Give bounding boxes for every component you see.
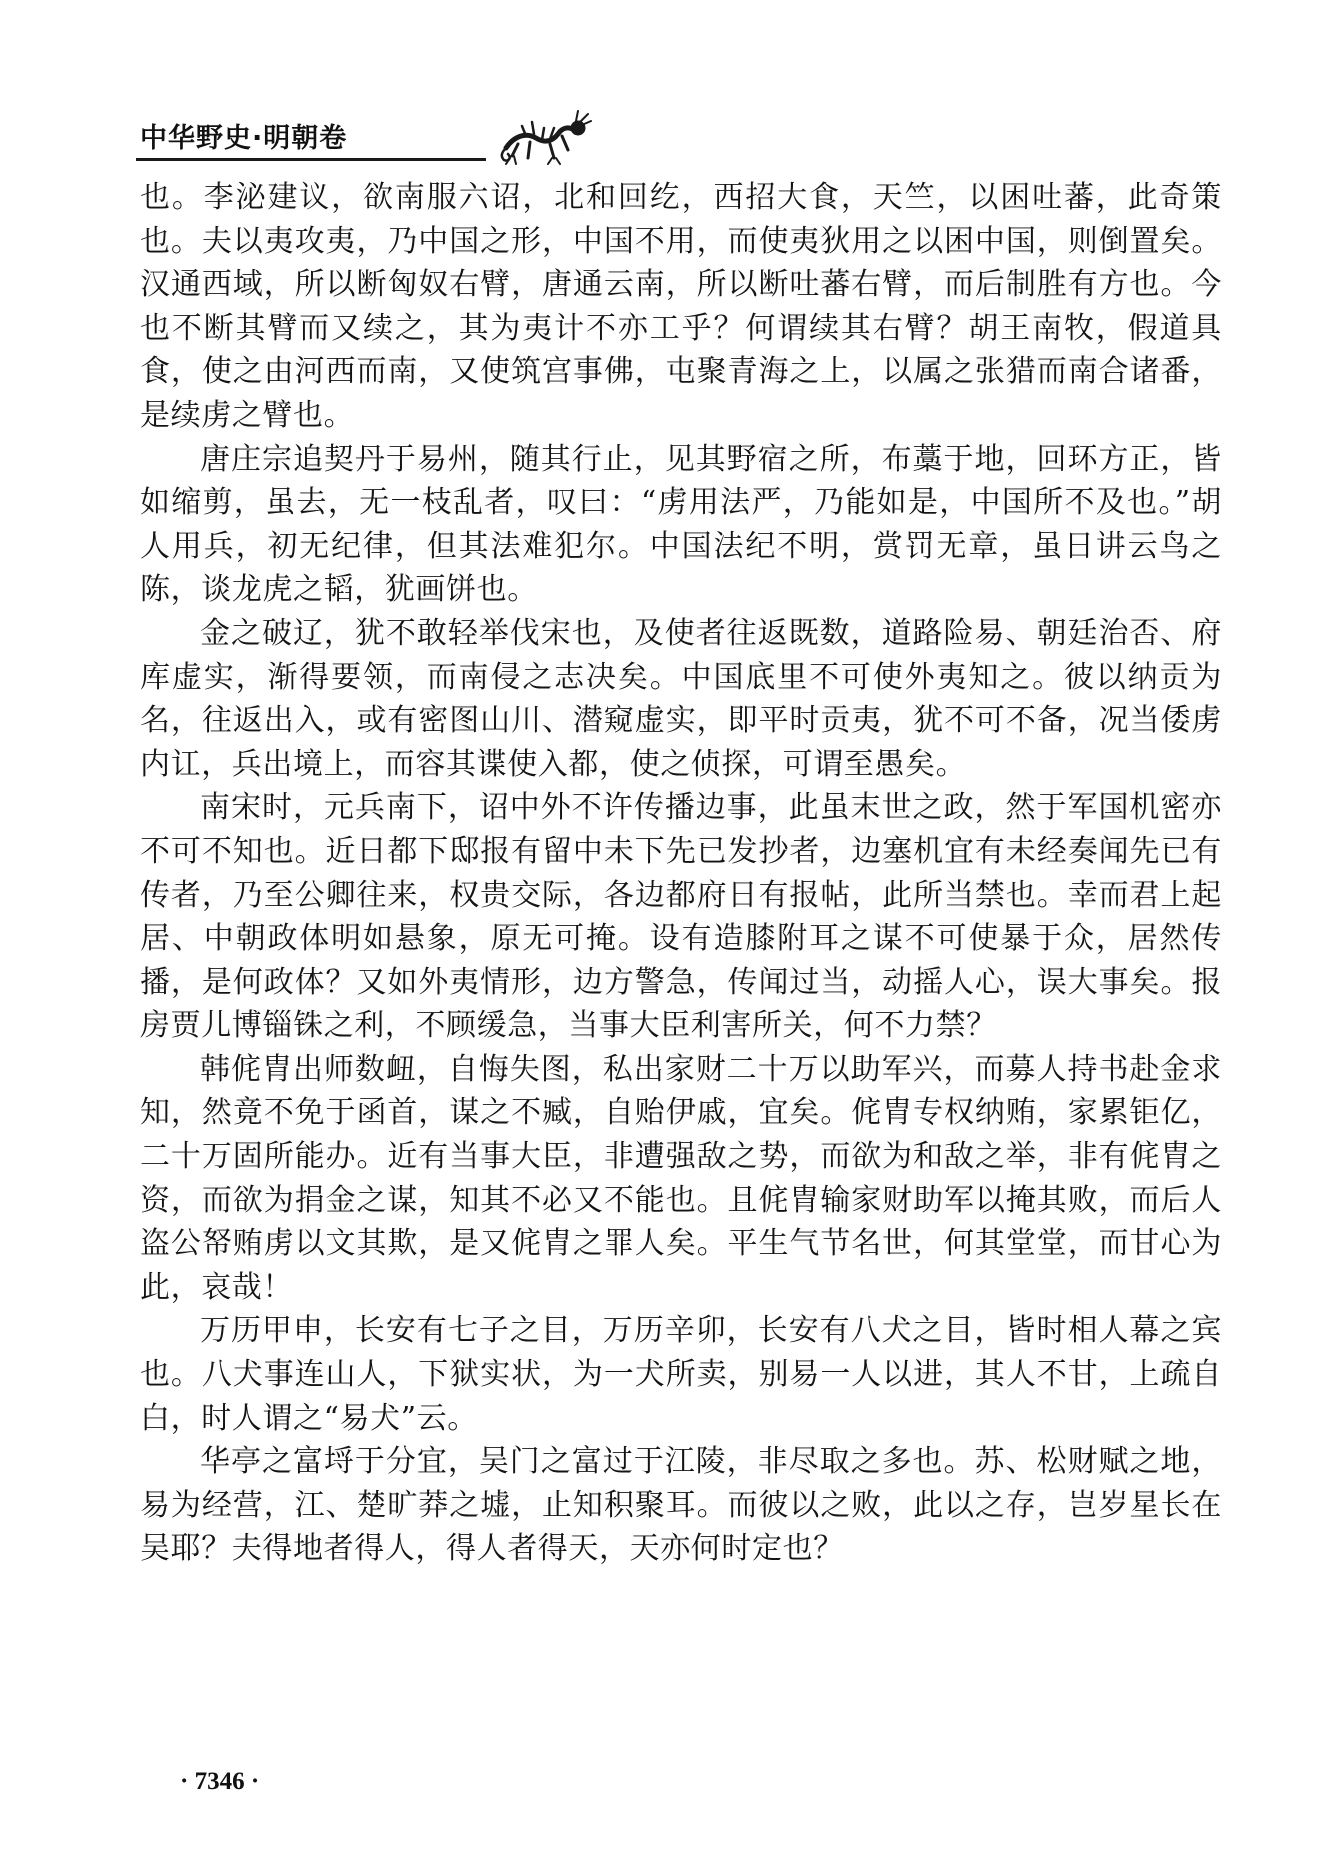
paragraph: 南宋时，元兵南下，诏中外不许传播边事，此虽末世之政，然于军国机密亦不可不知也。近日都下邸报有留中未下先已发抄者，边塞机宜有未经奏闻先已有传者，乃至公卿往来，权贵交际，各边都府日有报帖，此所当禁也。幸而君上起居、中朝政体明如悬象，原无可掩。设有造膝附耳之谋不可使暴于众，居然传播，是何政体？又如外夷情形，边方警急，传闻过当，动摇人心，误大事矣。报房贾儿博锱铢之利，不顾缓急，当事大臣利害所关，何不力禁？ xyxy=(140,790,1222,1044)
article-body xyxy=(140,176,1222,1571)
paragraph: 万历甲申，长安有七子之目，万历辛卯，长安有八犬之目，皆时相人幕之宾也。八犬事连山人，下狱实状，为一犬所卖，别易一人以进，其人不甘，上疏自白，时人谓之“易犬”云。 xyxy=(140,1313,1222,1436)
page-number: · 7346 · xyxy=(180,1768,260,1795)
book-title: 中华野史·明朝卷 xyxy=(140,123,348,154)
paragraph-continued: 也。李泌建议，欲南服六诏，北和回纥，西招大食，天竺，以困吐蕃，此奇策也。夫以夷攻夷，乃中国之形，中国不用，而使夷狄用之以困中国，则倒置矣。汉通西域，所以断匈奴右臂，唐通云南，所以断吐蕃右臂，而后制胜有方也。今也不断其臂而又续之，其为夷计不亦工乎？何谓续其右臂？胡王南牧，假道具食，使之由河西而南，又使筑宫事佛，屯聚青海之上，以属之张猎而南合诸番，是续虏之臂也。 xyxy=(140,180,1222,433)
paragraph: 华亭之富埒于分宜，吴门之富过于江陵，非尽取之多也。苏、松财赋之地，易为经营，江、楚旷莽之墟，止知积聚耳。而彼以之败，此以之存，岂岁星长在吴耶？夫得地者得人，得人者得天，天亦何时定也？ xyxy=(140,1444,1222,1567)
paragraph: 金之破辽，犹不敢轻举伐宋也，及使者往返既数，道路险易、朝廷治否、府库虚实，渐得要领，而南侵之志决矣。中国底里不可使外夷知之。彼以纳贡为名，往返出入，或有密图山川、潜窥虚实，即平时贡夷，犹不可不备，况当倭虏内讧，兵出境上，而容其谍使入都，使之侦探，可谓至愚矣。 xyxy=(140,615,1222,782)
paragraph: 韩侂胄出师数衄，自悔失图，私出家财二十万以助军兴，而募人持书赴金求知，然竟不免于函首，谋之不臧，自贻伊戚，宜矣。侂胄专权纳贿，家累钜亿，二十万固所能办。近有当事大臣，非遭强敌之势，而欲为和敌之举，非有侂胄之资，而欲为捐金之谋，知其不必又不能也。且侂胄输家财助军以掩其败，而后人盗公帑贿虏以文其欺，是又侂胄之罪人矣。平生气节名世，何其堂堂，而甘心为此，哀哉！ xyxy=(140,1051,1222,1305)
header-rule xyxy=(136,158,486,161)
running-header xyxy=(136,104,1216,166)
dragon-emblem-icon xyxy=(496,106,592,166)
paragraph: 唐庄宗追契丹于易州，随其行止，见其野宿之所，布藁于地，回环方正，皆如缩剪，虽去，无一枝乱者，叹曰：“虏用法严，乃能如是，中国所不及也。”胡人用兵，初无纪律，但其法难犯尔。中国法纪不明，赏罚无章，虽日讲云鸟之陈，谈龙虎之韬，犹画饼也。 xyxy=(140,441,1222,608)
